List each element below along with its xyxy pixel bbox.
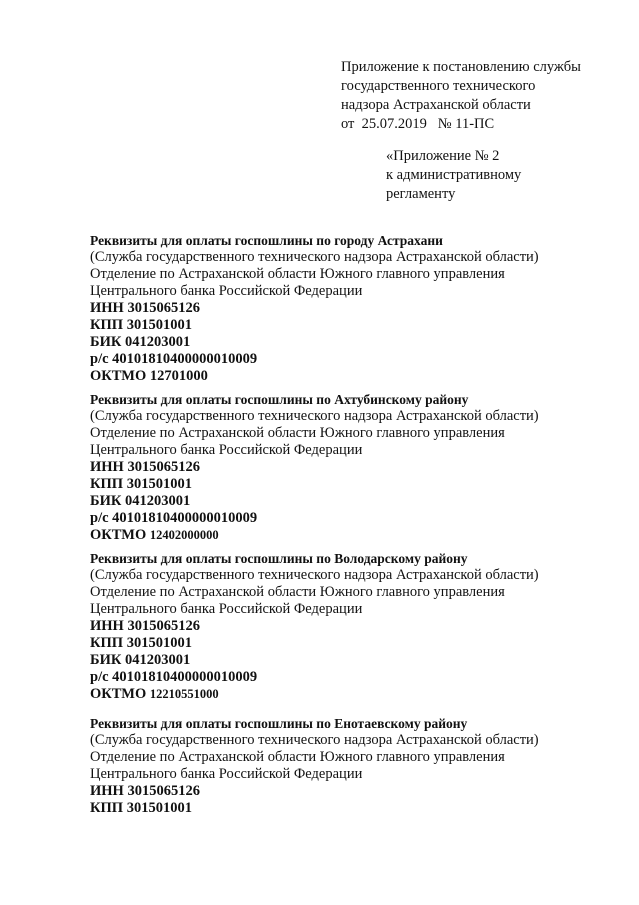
bik-value: БИК 041203001	[90, 652, 191, 668]
service-name: (Служба государственного технического надзора Астраханской области)	[90, 732, 539, 748]
section-title: Реквизиты для оплаты госпошлины по Ахтубинскому району	[90, 392, 469, 407]
oktmo-label: ОКТМО	[90, 527, 147, 543]
kpp-value: КПП 301501001	[90, 476, 192, 492]
inn-value: ИНН 3015065126	[90, 459, 200, 475]
oktmo-row	[90, 527, 630, 544]
oktmo-value: 12210551000	[149, 687, 219, 701]
section-title: Реквизиты для оплаты госпошлины по Енотаевскому району	[90, 716, 468, 731]
bank-line-2: Центрального банка Российской Федерации	[90, 601, 363, 617]
section-title: Реквизиты для оплаты госпошлины по Володарскому району	[90, 551, 468, 566]
account-value: р/с 40101810400000010009	[90, 669, 258, 685]
resolution-header	[341, 58, 631, 134]
annex-line-1: «Приложение № 2	[386, 148, 500, 164]
bank-line-1: Отделение по Астраханской области Южного главного управления	[90, 266, 505, 282]
bank-line-2: Центрального банка Российской Федерации	[90, 283, 363, 299]
bank-line-2: Центрального банка Российской Федерации	[90, 766, 363, 782]
bank-line-2: Центрального банка Российской Федерации	[90, 442, 363, 458]
inn-value: ИНН 3015065126	[90, 618, 200, 634]
oktmo-row	[90, 368, 630, 385]
requisites-section-enotaevsky	[90, 715, 630, 817]
kpp-value: КПП 301501001	[90, 635, 192, 651]
header-line-3: надзора Астраханской области	[341, 97, 531, 113]
bank-line-1: Отделение по Астраханской области Южного главного управления	[90, 584, 505, 600]
annex-header	[386, 147, 626, 204]
bank-line-1: Отделение по Астраханской области Южного главного управления	[90, 749, 505, 765]
oktmo-value: 12402000000	[149, 528, 219, 542]
header-line-2: государственного технического	[341, 78, 536, 94]
oktmo-row	[90, 686, 630, 703]
oktmo-label: ОКТМО	[90, 368, 147, 384]
requisites-section-volodarsky	[90, 550, 630, 703]
bik-value: БИК 041203001	[90, 334, 191, 350]
requisites-section-akhtubinsk	[90, 391, 630, 544]
service-name: (Служба государственного технического надзора Астраханской области)	[90, 249, 539, 265]
annex-line-2: к административному	[386, 167, 522, 183]
oktmo-label: ОКТМО	[90, 686, 147, 702]
account-value: р/с 40101810400000010009	[90, 510, 258, 526]
requisites-section-astrakhan	[90, 232, 630, 385]
kpp-value: КПП 301501001	[90, 317, 192, 333]
inn-value: ИНН 3015065126	[90, 300, 200, 316]
account-value: р/с 40101810400000010009	[90, 351, 258, 367]
inn-value: ИНН 3015065126	[90, 783, 200, 799]
header-line-4: от 25.07.2019 № 11-ПС	[341, 116, 495, 132]
annex-line-3: регламенту	[386, 186, 456, 202]
service-name: (Служба государственного технического надзора Астраханской области)	[90, 567, 539, 583]
kpp-value: КПП 301501001	[90, 800, 192, 816]
header-line-1: Приложение к постановлению службы	[341, 59, 581, 75]
bik-value: БИК 041203001	[90, 493, 191, 509]
bank-line-1: Отделение по Астраханской области Южного главного управления	[90, 425, 505, 441]
service-name: (Служба государственного технического надзора Астраханской области)	[90, 408, 539, 424]
section-title: Реквизиты для оплаты госпошлины по городу Астрахани	[90, 233, 443, 248]
oktmo-value: 12701000	[149, 368, 208, 384]
